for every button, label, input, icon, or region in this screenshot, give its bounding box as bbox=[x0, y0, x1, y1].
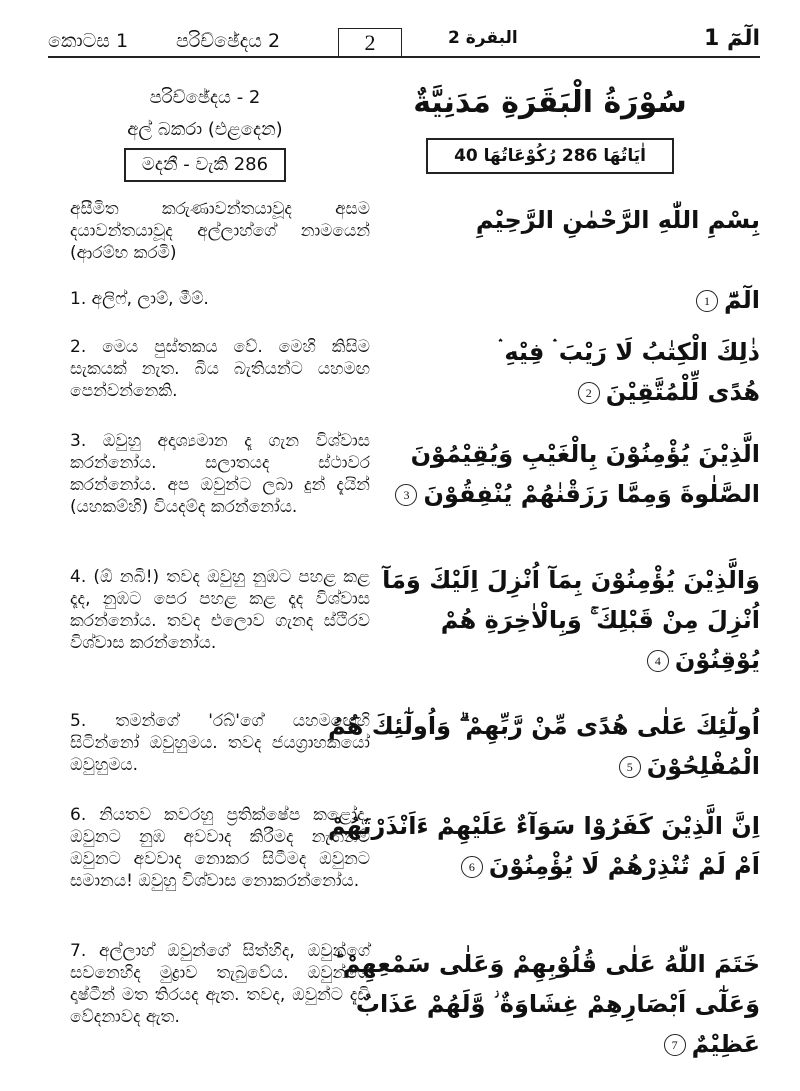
header-chapter: පරිච්ඡේදය 2 bbox=[176, 30, 281, 52]
verse-number-marker: 1 bbox=[696, 290, 718, 312]
verse-arabic: الَّذِيْنَ يُؤْمِنُوْنَ بِالْغَيْبِ وَيُقِيْمُوْنَ الصَّلٰوةَ وَمِمَّا رَزَقْنٰهُمْ يُنْفِقُوْنَ3 bbox=[405, 434, 760, 514]
verse-number-marker: 2 bbox=[578, 382, 600, 404]
header-juz: الٓمٓ 1 bbox=[703, 26, 760, 51]
verse-number-marker: 6 bbox=[461, 856, 483, 878]
surah-name-sinhala: අල් බකරා (එළදෙන) bbox=[127, 119, 283, 140]
sinhala-title-block bbox=[90, 82, 320, 182]
verse-number-marker: 4 bbox=[647, 650, 669, 672]
verse-translation: 5. තමන්ගේ 'රබ්'ගේ යහමඟෙහි සිටින්නෝ ඔවුහුමය. තවද ජයග්‍රාහකයෝ ඔවුහුමය. bbox=[70, 711, 370, 775]
page-header bbox=[48, 28, 760, 58]
verse-number-marker: 7 bbox=[664, 1034, 686, 1056]
verse-number-marker: 5 bbox=[619, 756, 641, 778]
verse-translation: 2. මෙය පුස්තකය වේ. මෙහි කිසිම සැකයක් නැත. බිය බැතියන්ට යහමඟ පෙන්වන්නෙකි. bbox=[70, 337, 370, 401]
verse-translation: අසීමිත කරුණාවන්තයාවූද අසම දයාවන්තයාවූද අල්ලාහ්ගේ නාමයෙන් (ආරම්භ කරමි) bbox=[70, 199, 370, 263]
surah-name-arabic: سُوْرَةُ الْبَقَرَةِ مَدَنِيَّةٌ bbox=[413, 85, 687, 120]
verse-arabic: بِسْمِ اللّٰهِ الرَّحْمٰنِ الرَّحِيْمِ bbox=[475, 206, 760, 234]
verse-translation: 3. ඔවුහු අදෘශ්‍යමාන දෑ ගැන විශ්වාස කරන්නෝය. සලාතයද ස්ථාවර කරන්නෝය. අප ඔවුන්ට ලබා දුන් දැයින් (යහකම්හි) වියදම්ද කරන්නෝය. bbox=[70, 431, 370, 517]
header-surah: البقرة 2 bbox=[448, 28, 518, 48]
verse-translation: 1. අලිෆ්, ලාම්, මීම්. bbox=[70, 289, 209, 309]
verse-number-marker: 3 bbox=[395, 484, 417, 506]
surah-info-box-sinhala: මදනී - වැකි 286 bbox=[124, 148, 286, 182]
chapter-heading: පරිච්ඡේදය - 2 bbox=[149, 87, 261, 108]
verse-arabic: وَالَّذِيْنَ يُؤْمِنُوْنَ بِمَآ اُنْزِلَ اِلَيْكَ وَمَآ اُنْزِلَ مِنْ قَبْلِكَ ۚ وَبِالْاٰخِرَةِ هُمْ يُوْقِنُوْنَ4 bbox=[382, 566, 760, 674]
verse-arabic: اُولٰٓئِكَ عَلٰى هُدًى مِّنْ رَّبِّهِمْ ۗ وَاُولٰٓئِكَ هُمُ الْمُفْلِحُوْنَ5 bbox=[327, 712, 760, 780]
verse-arabic: اِنَّ الَّذِيْنَ كَفَرُوْا سَوَآءٌ عَلَيْهِمْ ءَاَنْذَرْتَهُمْ اَمْ لَمْ تُنْذِرْهُمْ لَا يُؤْمِنُوْنَ6 bbox=[327, 812, 760, 880]
verse-arabic: خَتَمَ اللّٰهُ عَلٰى قُلُوْبِهِمْ وَعَلٰى سَمْعِهِمْ ؕ وَعَلٰٓى اَبْصَارِهِمْ غِشَاوَةٌ ؗ وَّلَهُمْ عَذَابٌ عَظِيْمٌ7 bbox=[334, 950, 760, 1058]
page-number-box: 2 bbox=[338, 28, 402, 56]
surah-info-box-arabic: اٰيَاتُهَا 286 رُكُوْعَاتُهَا 40 bbox=[426, 138, 674, 174]
verse-translation: 7. අල්ලාහ් ඔවුන්ගේ සිත්හිද, ඔවුන්ගේ සවනෙහිද මුද්‍රාව තැබුවේය. ඔවුන්ගේ දෘෂ්ටීන් මත තිරයද ඇත. තවද, ඔවුන්ට දැඩි වේදනාවද ඇත. bbox=[70, 941, 370, 1027]
verse-arabic: ذٰلِكَ الْكِتٰبُ لَا رَيْبَ ۛ فِيْهِ ۛ هُدًى لِّلْمُتَّقِيْنَ2 bbox=[498, 338, 760, 406]
header-part: කොටස 1 bbox=[48, 30, 129, 52]
verse-translation: 4. (ඕ නබි!) තවද ඔවුහු නුඹට පහළ කළ දෑද, නුඹට පෙර පහළ කළ දෑද විශ්වාස කරන්නෝය. තවද එලොව ගැනද ස්ථිරව විශ්වාස කරන්නෝය. bbox=[70, 567, 370, 653]
arabic-title-block bbox=[410, 78, 690, 174]
verse-translation: 6. නියතව කවරහු ප්‍රතික්ෂේප කළෝද, ඔවුනට නුඹ අවවාද කිරීමද නැතිනම් ඔවුනට අවවාද නොකර සිටීමද ඔවුනට සමානය! ඔවුහු විශ්වාස නොකරන්නෝය. bbox=[70, 805, 370, 891]
header-rule bbox=[48, 56, 760, 58]
verse-arabic: الٓمّٓ1 bbox=[405, 280, 760, 320]
